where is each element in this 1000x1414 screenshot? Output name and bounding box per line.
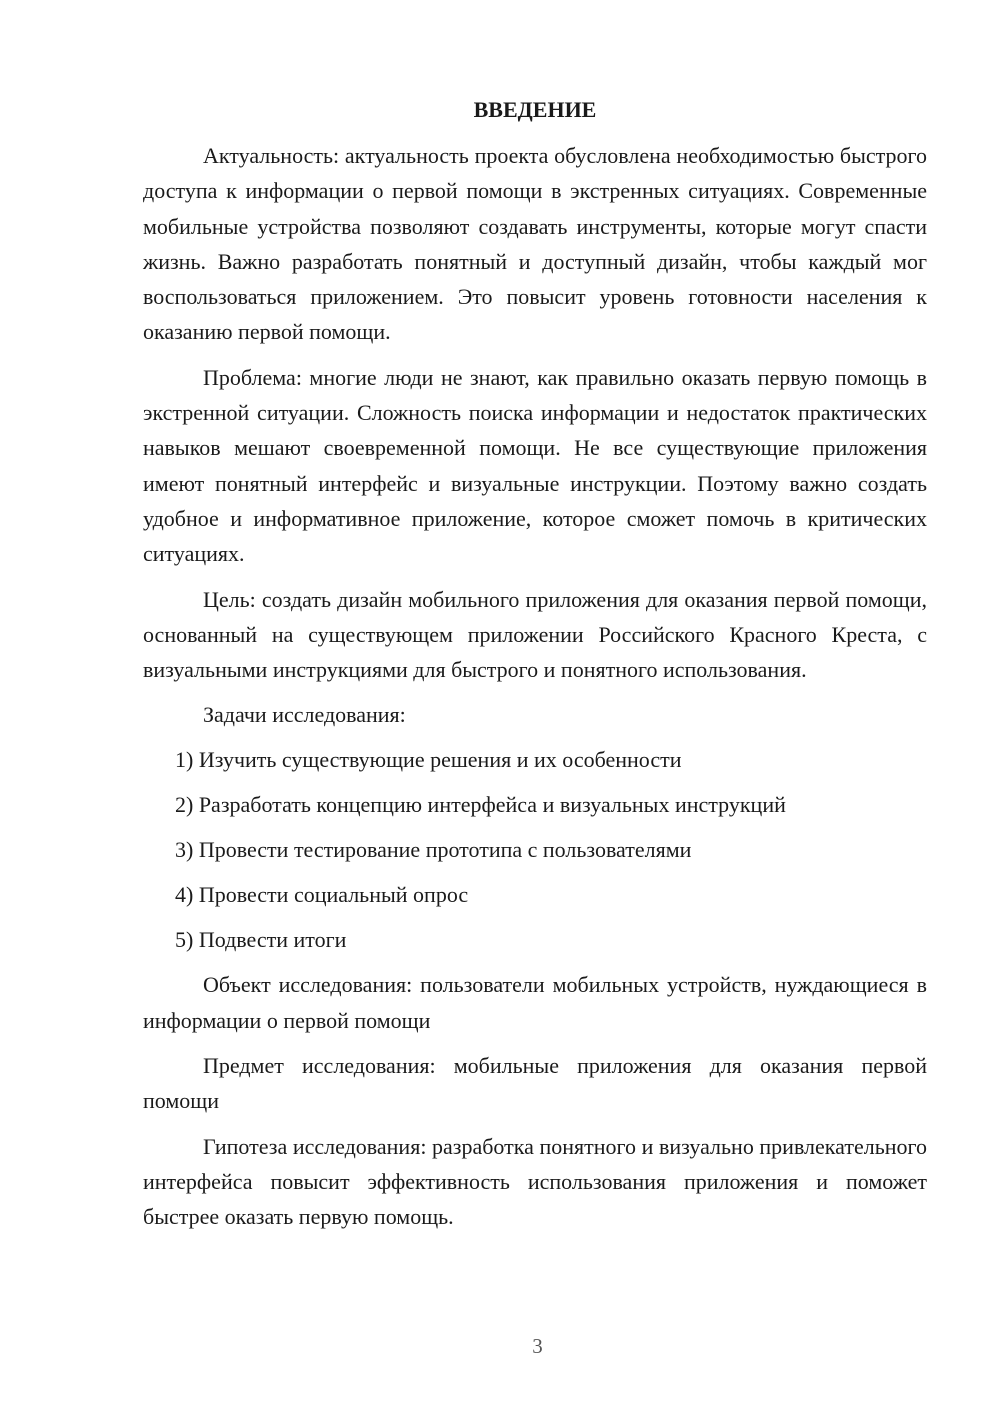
- hypothesis-paragraph: Гипотеза исследования: разработка понятного и визуально привлекательного интерфейса повысит эффективность использования приложения и поможет быстрее оказать первую помощь.: [143, 1133, 927, 1230]
- subject-paragraph: Предмет исследования: мобильные приложения для оказания первой помощи: [143, 1053, 927, 1114]
- page-number: 3: [532, 1334, 543, 1358]
- problem-paragraph: Проблема: многие люди не знают, как правильно оказать первую помощь в экстренной ситуации. Сложность поиска информации и недостаток практических навыков мешают своевременной помощи. Не все существующие приложения имеют понятный интерфейс и визуальные инструкции. Поэтому важно создать удобное и информативное приложение, которое сможет помочь в критических ситуациях.: [143, 364, 927, 567]
- task-item: 3) Провести тестирование прототипа с пользователями: [175, 837, 692, 863]
- goal-paragraph: Цель: создать дизайн мобильного приложения для оказания первой помощи, основанный на существующем приложении Российского Красного Креста, с визуальными инструкциями для быстрого и понятного использования.: [143, 586, 927, 683]
- tasks-heading: Задачи исследования:: [203, 702, 406, 728]
- page-title: ВВЕДЕНИЕ: [473, 97, 597, 122]
- page-content: [143, 92, 927, 1245]
- task-item: 5) Подвести итоги: [175, 927, 347, 953]
- relevance-paragraph: Актуальность: актуальность проекта обусловлена необходимостью быстрого доступа к информации о первой помощи в экстренных ситуациях. Современные мобильные устройства позволяют создавать инструменты, которые могут спасти жизнь. Важно разработать понятный и доступный дизайн, чтобы каждый мог воспользоваться приложением. Это повысит уровень готовности населения к оказанию первой помощи.: [143, 143, 927, 345]
- object-paragraph: Объект исследования: пользователи мобильных устройств, нуждающиеся в информации о первой помощи: [143, 972, 927, 1033]
- task-item: 4) Провести социальный опрос: [175, 882, 469, 908]
- task-item: 2) Разработать концепцию интерфейса и визуальных инструкций: [175, 792, 786, 818]
- task-item: 1) Изучить существующие решения и их особенности: [175, 747, 682, 773]
